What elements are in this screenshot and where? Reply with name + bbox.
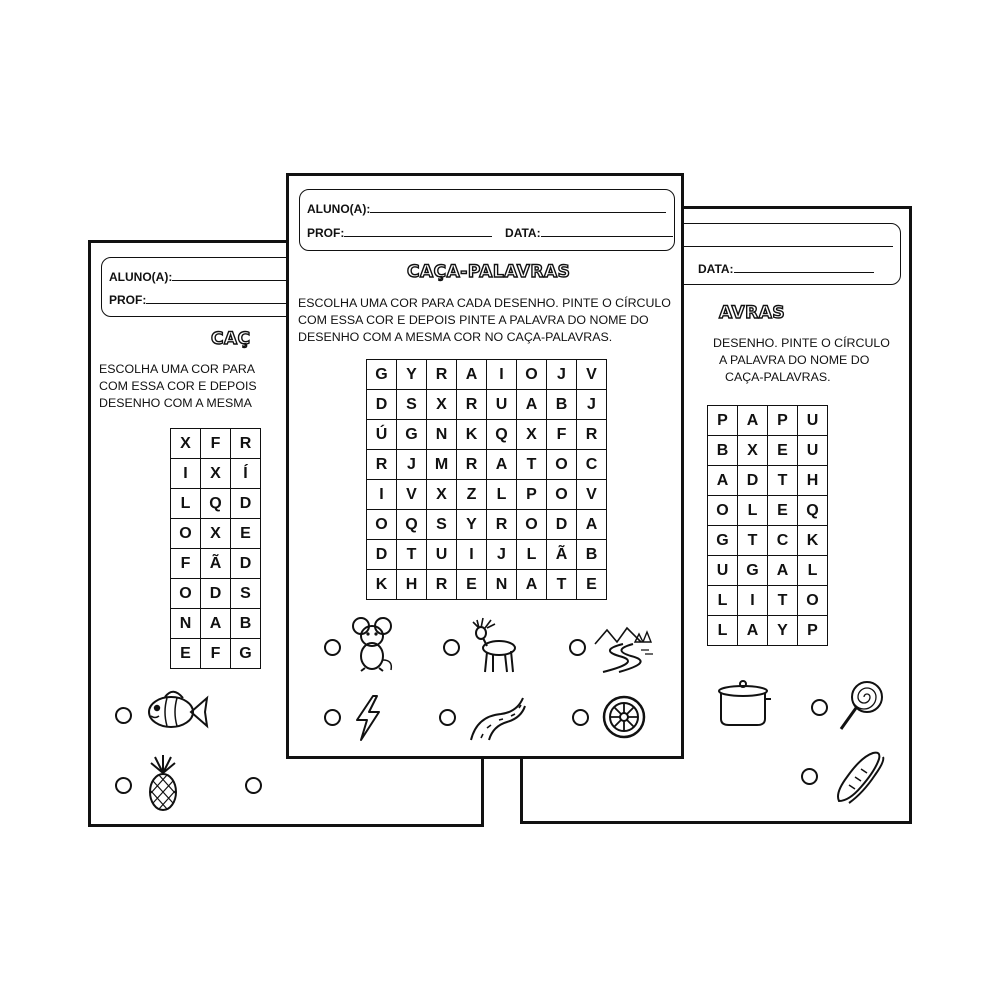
answer-circle[interactable]: [115, 777, 132, 794]
road-icon: [467, 696, 527, 742]
worksheet-center: [286, 173, 684, 759]
answer-circle[interactable]: [811, 699, 828, 716]
grid-letter-cell[interactable]: Q: [487, 420, 517, 450]
grid-row: [367, 510, 607, 540]
grid-letter-cell[interactable]: O: [517, 510, 547, 540]
bread-icon: [833, 747, 887, 807]
word-search-grid: [366, 359, 607, 600]
grid-row: [367, 390, 607, 420]
grid-letter-cell[interactable]: A: [517, 390, 547, 420]
grid-letter-cell[interactable]: T: [768, 586, 798, 616]
grid-letter-cell[interactable]: B: [577, 540, 607, 570]
grid-letter-cell[interactable]: L: [798, 556, 828, 586]
grid-letter-cell[interactable]: L: [738, 496, 768, 526]
grid-letter-cell[interactable]: N: [171, 609, 201, 639]
grid-letter-cell[interactable]: A: [708, 466, 738, 496]
grid-letter-cell[interactable]: A: [201, 609, 231, 639]
grid-letter-cell[interactable]: O: [547, 450, 577, 480]
grid-letter-cell[interactable]: X: [201, 519, 231, 549]
deer-icon: [465, 616, 521, 674]
answer-circle[interactable]: [569, 639, 586, 656]
grid-letter-cell[interactable]: D: [738, 466, 768, 496]
data-label: DATA:: [505, 226, 541, 240]
grid-letter-cell[interactable]: R: [231, 429, 261, 459]
grid-letter-cell[interactable]: H: [397, 570, 427, 600]
grid-row: [171, 549, 261, 579]
grid-letter-cell[interactable]: X: [427, 480, 457, 510]
grid-row: [367, 480, 607, 510]
answer-circle[interactable]: [443, 639, 460, 656]
grid-letter-cell[interactable]: B: [708, 436, 738, 466]
answer-circle[interactable]: [245, 777, 262, 794]
grid-letter-cell[interactable]: Ã: [547, 540, 577, 570]
grid-letter-cell[interactable]: V: [577, 360, 607, 390]
prof-label: PROF:: [109, 293, 147, 307]
grid-letter-cell[interactable]: P: [517, 480, 547, 510]
grid-letter-cell[interactable]: E: [768, 436, 798, 466]
grid-row: [171, 459, 261, 489]
grid-letter-cell[interactable]: U: [798, 436, 828, 466]
grid-letter-cell[interactable]: D: [231, 549, 261, 579]
answer-circle[interactable]: [572, 709, 589, 726]
grid-letter-cell[interactable]: O: [708, 496, 738, 526]
word-search-grid: [707, 405, 828, 646]
grid-letter-cell[interactable]: Y: [397, 360, 427, 390]
grid-letter-cell[interactable]: D: [367, 390, 397, 420]
grid-letter-cell[interactable]: F: [201, 429, 231, 459]
grid-letter-cell[interactable]: E: [231, 519, 261, 549]
grid-letter-cell[interactable]: U: [798, 406, 828, 436]
grid-letter-cell[interactable]: P: [798, 616, 828, 646]
grid-letter-cell[interactable]: O: [171, 519, 201, 549]
grid-letter-cell[interactable]: X: [738, 436, 768, 466]
grid-letter-cell[interactable]: U: [427, 540, 457, 570]
grid-letter-cell[interactable]: S: [231, 579, 261, 609]
grid-letter-cell[interactable]: G: [738, 556, 768, 586]
grid-letter-cell[interactable]: I: [457, 540, 487, 570]
grid-letter-cell[interactable]: N: [487, 570, 517, 600]
prof-label: PROF:: [307, 226, 345, 240]
word-search-grid: [170, 428, 261, 669]
worksheet-title: AVRAS: [719, 303, 786, 323]
grid-letter-cell[interactable]: R: [427, 570, 457, 600]
grid-letter-cell[interactable]: Y: [768, 616, 798, 646]
grid-letter-cell[interactable]: T: [397, 540, 427, 570]
grid-letter-cell[interactable]: X: [517, 420, 547, 450]
grid-row: [708, 406, 828, 436]
header-box: [299, 189, 675, 251]
grid-letter-cell[interactable]: A: [577, 510, 607, 540]
grid-row: [367, 450, 607, 480]
grid-letter-cell[interactable]: R: [487, 510, 517, 540]
grid-row: [708, 586, 828, 616]
grid-letter-cell[interactable]: L: [517, 540, 547, 570]
grid-letter-cell[interactable]: G: [397, 420, 427, 450]
pineapple-icon: [145, 755, 181, 813]
worksheet-title: CAÇA-PALAVRAS: [407, 262, 571, 282]
grid-letter-cell[interactable]: M: [427, 450, 457, 480]
grid-letter-cell[interactable]: H: [798, 466, 828, 496]
grid-letter-cell[interactable]: J: [487, 540, 517, 570]
answer-circle[interactable]: [801, 768, 818, 785]
grid-letter-cell[interactable]: V: [397, 480, 427, 510]
grid-letter-cell[interactable]: P: [768, 406, 798, 436]
grid-row: [171, 609, 261, 639]
grid-letter-cell[interactable]: A: [487, 450, 517, 480]
grid-row: [708, 496, 828, 526]
grid-letter-cell[interactable]: Z: [457, 480, 487, 510]
grid-row: [708, 436, 828, 466]
grid-letter-cell[interactable]: L: [487, 480, 517, 510]
grid-letter-cell[interactable]: K: [367, 570, 397, 600]
grid-letter-cell[interactable]: Q: [397, 510, 427, 540]
grid-letter-cell[interactable]: T: [517, 450, 547, 480]
instructions: DESENHO. PINTE O CÍRCULO A PALAVRA DO NOME DO CAÇA-PALAVRAS.: [713, 336, 890, 384]
grid-letter-cell[interactable]: C: [768, 526, 798, 556]
grid-letter-cell[interactable]: O: [547, 480, 577, 510]
grid-letter-cell[interactable]: L: [708, 616, 738, 646]
grid-letter-cell[interactable]: X: [427, 390, 457, 420]
grid-letter-cell[interactable]: E: [577, 570, 607, 600]
grid-letter-cell[interactable]: Ã: [201, 549, 231, 579]
grid-letter-cell[interactable]: A: [457, 360, 487, 390]
grid-letter-cell[interactable]: F: [171, 549, 201, 579]
grid-letter-cell[interactable]: Í: [231, 459, 261, 489]
grid-letter-cell[interactable]: K: [798, 526, 828, 556]
grid-letter-cell[interactable]: Q: [201, 489, 231, 519]
grid-row: [171, 579, 261, 609]
grid-letter-cell[interactable]: O: [367, 510, 397, 540]
grid-letter-cell[interactable]: E: [768, 496, 798, 526]
grid-letter-cell[interactable]: D: [367, 540, 397, 570]
instructions: ESCOLHA UMA COR PARA CADA DESENHO. PINTE O CÍRCULO COM ESSA COR E DEPOIS PINTE A PALAVRA DO NOME DO DESENHO COM A MESMA COR NO CAÇA-PALAVRAS.: [298, 296, 671, 344]
grid-letter-cell[interactable]: S: [427, 510, 457, 540]
grid-row: [171, 639, 261, 669]
grid-row: [171, 489, 261, 519]
grid-letter-cell[interactable]: B: [231, 609, 261, 639]
grid-letter-cell[interactable]: R: [457, 390, 487, 420]
fish-icon: [143, 686, 213, 736]
pot-icon: [713, 679, 773, 729]
lightning-icon: [351, 694, 385, 742]
answer-circle[interactable]: [115, 707, 132, 724]
grid-letter-cell[interactable]: A: [738, 406, 768, 436]
grid-row: [708, 556, 828, 586]
grid-letter-cell[interactable]: C: [577, 450, 607, 480]
grid-letter-cell[interactable]: B: [547, 390, 577, 420]
grid-letter-cell[interactable]: E: [457, 570, 487, 600]
grid-row: [171, 519, 261, 549]
grid-letter-cell[interactable]: J: [397, 450, 427, 480]
grid-letter-cell[interactable]: U: [487, 390, 517, 420]
grid-letter-cell[interactable]: D: [547, 510, 577, 540]
data-label: DATA:: [698, 262, 734, 276]
river-icon: [593, 624, 657, 674]
grid-letter-cell[interactable]: F: [201, 639, 231, 669]
grid-letter-cell[interactable]: J: [577, 390, 607, 420]
grid-letter-cell[interactable]: O: [517, 360, 547, 390]
instructions: ESCOLHA UMA COR PARA COM ESSA COR E DEPOIS DESENHO COM A MESMA: [99, 362, 257, 410]
grid-letter-cell[interactable]: I: [738, 586, 768, 616]
aluno-label: ALUNO(A):: [109, 270, 173, 284]
grid-letter-cell[interactable]: G: [231, 639, 261, 669]
grid-letter-cell[interactable]: P: [708, 406, 738, 436]
grid-letter-cell[interactable]: A: [768, 556, 798, 586]
grid-letter-cell[interactable]: G: [708, 526, 738, 556]
lollipop-icon: [837, 679, 887, 734]
mouse-icon: [349, 616, 395, 672]
grid-letter-cell[interactable]: Y: [457, 510, 487, 540]
grid-letter-cell[interactable]: T: [738, 526, 768, 556]
grid-row: [367, 360, 607, 390]
grid-letter-cell[interactable]: X: [201, 459, 231, 489]
grid-letter-cell[interactable]: J: [547, 360, 577, 390]
grid-letter-cell[interactable]: O: [171, 579, 201, 609]
answer-circle[interactable]: [324, 639, 341, 656]
grid-row: [171, 429, 261, 459]
grid-letter-cell[interactable]: N: [427, 420, 457, 450]
grid-letter-cell[interactable]: I: [367, 480, 397, 510]
grid-letter-cell[interactable]: A: [517, 570, 547, 600]
worksheet-title: CAÇ: [211, 329, 251, 349]
wheel-icon: [601, 694, 647, 740]
aluno-label: ALUNO(A):: [307, 202, 371, 216]
grid-letter-cell[interactable]: L: [171, 489, 201, 519]
grid-letter-cell[interactable]: D: [231, 489, 261, 519]
grid-row: [708, 466, 828, 496]
grid-letter-cell[interactable]: T: [547, 570, 577, 600]
grid-letter-cell[interactable]: O: [798, 586, 828, 616]
grid-letter-cell[interactable]: D: [201, 579, 231, 609]
grid-letter-cell[interactable]: Q: [798, 496, 828, 526]
grid-letter-cell[interactable]: U: [708, 556, 738, 586]
grid-letter-cell[interactable]: R: [427, 360, 457, 390]
grid-letter-cell[interactable]: A: [738, 616, 768, 646]
grid-row: [708, 526, 828, 556]
grid-letter-cell[interactable]: T: [768, 466, 798, 496]
grid-letter-cell[interactable]: I: [487, 360, 517, 390]
grid-letter-cell[interactable]: G: [367, 360, 397, 390]
grid-letter-cell[interactable]: S: [397, 390, 427, 420]
grid-letter-cell[interactable]: X: [171, 429, 201, 459]
grid-letter-cell[interactable]: K: [457, 420, 487, 450]
grid-letter-cell[interactable]: E: [171, 639, 201, 669]
grid-letter-cell[interactable]: I: [171, 459, 201, 489]
grid-row: [708, 616, 828, 646]
grid-letter-cell[interactable]: R: [457, 450, 487, 480]
grid-letter-cell[interactable]: R: [367, 450, 397, 480]
grid-row: [367, 540, 607, 570]
grid-letter-cell[interactable]: R: [577, 420, 607, 450]
grid-row: [367, 570, 607, 600]
grid-letter-cell[interactable]: L: [708, 586, 738, 616]
grid-letter-cell[interactable]: Ú: [367, 420, 397, 450]
answer-circle[interactable]: [324, 709, 341, 726]
grid-row: [367, 420, 607, 450]
grid-letter-cell[interactable]: F: [547, 420, 577, 450]
answer-circle[interactable]: [439, 709, 456, 726]
grid-letter-cell[interactable]: V: [577, 480, 607, 510]
